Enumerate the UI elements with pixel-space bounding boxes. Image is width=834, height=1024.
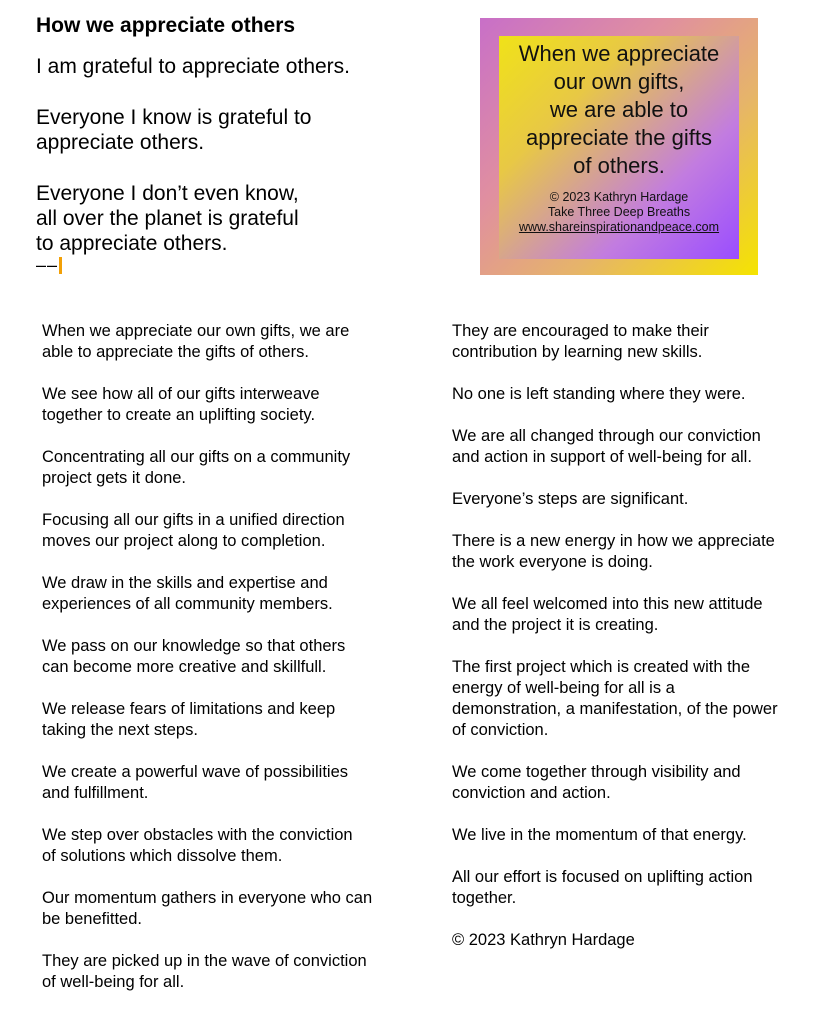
right-paragraph-1: They are encouraged to make their contribution by learning new skills. xyxy=(452,322,709,361)
right-paragraph-4: Everyone’s steps are significant. xyxy=(452,490,689,508)
left-paragraph-3: Concentrating all our gifts on a community project gets it done. xyxy=(42,448,351,487)
left-paragraph-11: They are picked up in the wave of conviction of well-being for all. xyxy=(42,952,367,991)
left-paragraph-10: Our momentum gathers in everyone who can be benefitted. xyxy=(42,889,373,928)
right-paragraph-8: We come together through visibility and conviction and action. xyxy=(452,763,741,802)
right-column xyxy=(452,321,824,951)
header-block xyxy=(36,12,456,274)
text-cursor-icon xyxy=(59,257,62,274)
left-paragraph-8: We create a powerful wave of possibilities and fulfillment. xyxy=(42,763,349,802)
left-column xyxy=(42,321,428,993)
left-paragraph-9: We step over obstacles with the conviction of solutions which dissolve them. xyxy=(42,826,353,865)
right-paragraph-6: We all feel welcomed into this new attitude and the project it is creating. xyxy=(452,595,763,634)
right-paragraph-7: The first project which is created with the energy of well-being for all is a demonstration, a manifestation, of the power of conviction. xyxy=(452,658,778,739)
header-paragraph-3: Everyone I don’t even know, all over the planet is grateful to appreciate others. xyxy=(36,182,299,255)
right-paragraph-5: There is a new energy in how we appreciate the work everyone is doing. xyxy=(452,532,775,571)
card-website-link[interactable]: www.shareinspirationandpeace.com xyxy=(518,220,720,234)
left-paragraph-7: We release fears of limitations and keep taking the next steps. xyxy=(42,700,336,739)
card-copyright: © 2023 Kathryn Hardage xyxy=(549,190,689,204)
header-paragraph-2: Everyone I know is grateful to appreciate others. xyxy=(36,106,312,154)
card-subtitle: Take Three Deep Breaths xyxy=(547,205,691,219)
left-paragraph-2: We see how all of our gifts interweave together to create an uplifting society. xyxy=(42,385,320,424)
left-paragraph-1: When we appreciate our own gifts, we are able to appreciate the gifts of others. xyxy=(42,322,350,361)
page-title: How we appreciate others xyxy=(36,14,296,37)
quote-card xyxy=(480,18,758,275)
right-paragraph-10: All our effort is focused on uplifting action together. xyxy=(452,868,753,907)
left-paragraph-4: Focusing all our gifts in a unified direction moves our project along to completion. xyxy=(42,511,345,550)
right-paragraph-2: No one is left standing where they were. xyxy=(452,385,746,403)
card-credit xyxy=(499,190,739,235)
dash-row[interactable] xyxy=(36,256,456,274)
left-paragraph-6: We pass on our knowledge so that others can become more creative and skillfull. xyxy=(42,637,346,676)
quote-card-inner xyxy=(499,36,739,259)
right-copyright: © 2023 Kathryn Hardage xyxy=(452,931,635,949)
header-paragraph-1: I am grateful to appreciate others. xyxy=(36,55,351,78)
right-paragraph-9: We live in the momentum of that energy. xyxy=(452,826,747,844)
card-quote-text: When we appreciate our own gifts, we are able to appreciate the gifts of others. xyxy=(518,41,720,178)
left-paragraph-5: We draw in the skills and expertise and experiences of all community members. xyxy=(42,574,333,613)
right-paragraph-3: We are all changed through our conviction and action in support of well-being for all. xyxy=(452,427,761,466)
dash-text: –– xyxy=(36,255,59,275)
